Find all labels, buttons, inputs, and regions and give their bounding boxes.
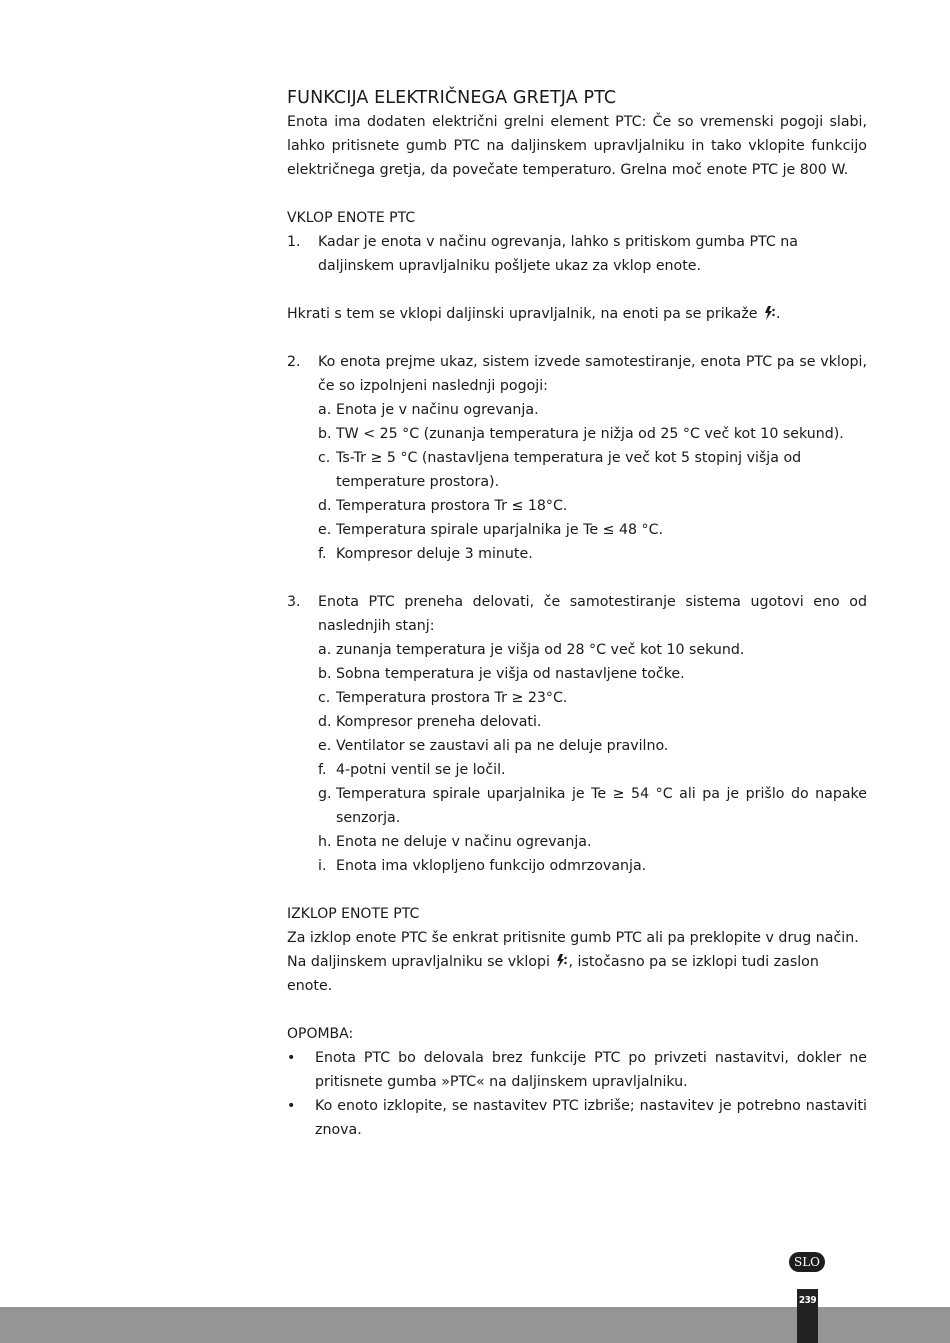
list-item: e. Temperatura spirale uparjalnika je Te ≤ 48 °C. xyxy=(318,522,664,538)
ptc-heat-icon xyxy=(554,954,568,970)
list-item: a. zunanja temperatura je višja od 28 °C več kot 10 sekund. xyxy=(318,642,745,658)
list-item: d. Temperatura prostora Tr ≤ 18°C. xyxy=(318,498,568,514)
language-badge: SLO xyxy=(789,1252,825,1272)
list-item: f. Kompresor deluje 3 minute. xyxy=(318,546,533,562)
step-2-conditions xyxy=(287,398,867,566)
list-item: b. Sobna temperatura je višja od nastavljene točke. xyxy=(318,666,685,682)
ptc-on-heading: VKLOP ENOTE PTC xyxy=(287,210,416,226)
list-item: g. Temperatura spirale uparjalnika je Te ≥ 54 °C ali pa je prišlo do napake senzorja. xyxy=(318,786,867,826)
intro-paragraph: Enota ima dodaten električni grelni element PTC: Če so vremenski pogoji slabi, lahko pritisnete gumb PTC na daljinskem upravljalniku in tako vklopite funkcijo električnega gretja, da povečate temperaturo. Grelna moč enote PTC je 800 W. xyxy=(287,114,867,178)
list-item: c. Temperatura prostora Tr ≥ 23°C. xyxy=(318,690,568,706)
step-text: Ko enota prejme ukaz, sistem izvede samotestiranje, enota PTC pa se vklopi, če so izpolnjeni naslednji pogoji: xyxy=(318,354,867,394)
section-title: FUNKCIJA ELEKTRIČNEGA GRETJA PTC xyxy=(287,88,617,108)
document-body xyxy=(287,86,867,1142)
list-item: c. Ts-Tr ≥ 5 °C (nastavljena temperatura je več kot 5 stopinj višja od temperature prostora). xyxy=(318,450,802,490)
step-number: 2. xyxy=(287,354,301,370)
list-item: b. TW < 25 °C (zunanja temperatura je nižja od 25 °C več kot 10 sekund). xyxy=(318,426,844,442)
note-text: Hkrati s tem se vklopi daljinski upravljalnik, na enoti pa se prikaže xyxy=(287,306,763,322)
note-bullet-item: • Ko enoto izklopite, se nastavitev PTC izbriše; nastavitev je potrebno nastaviti znova. xyxy=(287,1094,867,1142)
list-item: d. Kompresor preneha delovati. xyxy=(318,714,542,730)
list-item: f. 4-potni ventil se je ločil. xyxy=(318,762,506,778)
list-item: a. Enota je v načinu ogrevanja. xyxy=(318,402,539,418)
ptc-on-note: Hkrati s tem se vklopi daljinski upravljalnik, na enoti pa se prikaže . xyxy=(287,306,781,322)
ptc-off-line-1: Za izklop enote PTC še enkrat pritisnite gumb PTC ali pa preklopite v drug način. xyxy=(287,930,859,946)
step-number: 1. xyxy=(287,234,301,250)
ptc-off-heading: IZKLOP ENOTE PTC xyxy=(287,906,420,922)
ptc-on-step-2 xyxy=(287,350,867,398)
list-item: i. Enota ima vklopljeno funkcijo odmrzovanja. xyxy=(318,858,647,874)
bullet-mark: • xyxy=(287,1098,296,1114)
step-number: 3. xyxy=(287,594,301,610)
list-item: h. Enota ne deluje v načinu ogrevanja. xyxy=(318,834,592,850)
list-item: e. Ventilator se zaustavi ali pa ne deluje pravilno. xyxy=(318,738,669,754)
bullet-mark: • xyxy=(287,1050,296,1066)
step-text: Enota PTC preneha delovati, če samotestiranje sistema ugotovi eno od naslednjih stanj: xyxy=(318,594,867,634)
page-number: 239 xyxy=(798,1295,817,1306)
ptc-on-step-1 xyxy=(287,230,867,278)
step-text: Kadar je enota v načinu ogrevanja, lahko s pritiskom gumba PTC na daljinskem upravljalniku pošljete ukaz za vklop enote. xyxy=(318,234,798,274)
ptc-on-step-3 xyxy=(287,590,867,638)
note-bullet-item: • Enota PTC bo delovala brez funkcije PTC po privzeti nastavitvi, dokler ne pritisnete gumba »PTC« na daljinskem upravljalniku. xyxy=(287,1046,867,1094)
step-3-conditions xyxy=(287,638,867,878)
ptc-heat-icon xyxy=(762,306,776,322)
note-heading: OPOMBA: xyxy=(287,1026,354,1042)
ptc-off-line-2: Na daljinskem upravljalniku se vklopi , istočasno pa se izklopi tudi zaslon enote. xyxy=(287,954,819,994)
